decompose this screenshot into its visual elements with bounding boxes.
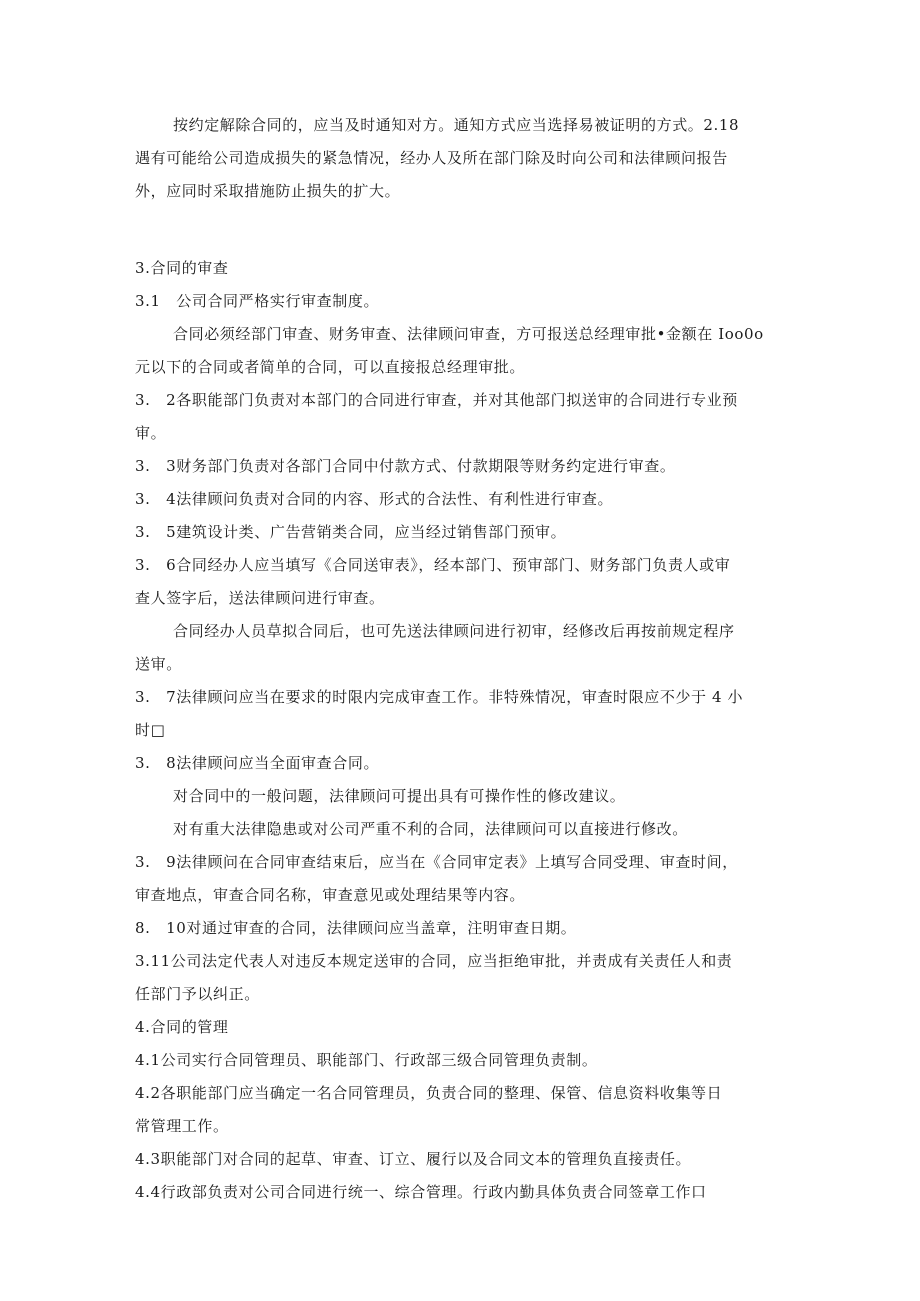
paragraph-line: 按约定解除合同的，应当及时通知对方。通知方式应当选择易被证明的方式。2.18	[173, 116, 740, 134]
clause-3-9: 3. 9法律顾问在合同审查结束后，应当在《合同审定表》上填写合同受理、审查时间，	[135, 853, 738, 871]
clause-4-2-cont: 常管理工作。	[135, 1117, 229, 1135]
clause-3-6-cont: 查人签字后，送法律顾问进行审查。	[135, 589, 385, 607]
paragraph-line: 对合同中的一般问题，法律顾问可提出具有可操作性的修改建议。	[173, 787, 626, 805]
clause-3-2: 3. 2各职能部门负责对本部门的合同进行审查，并对其他部门拟送审的合同进行专业预	[135, 391, 738, 409]
section-gap	[135, 208, 795, 252]
clause-3-9-cont: 审查地点，审查合同名称，审查意见或处理结果等内容。	[135, 886, 526, 904]
clause-3-2-cont: 审。	[135, 424, 167, 442]
clause-3-5: 3. 5建筑设计类、广告营销类合同，应当经过销售部门预审。	[135, 523, 567, 541]
paragraph-line: 元以下的合同或者简单的合同，可以直接报总经理审批。	[135, 358, 526, 376]
paragraph-line: 外，应同时采取措施防止损失的扩大。	[135, 182, 401, 200]
clause-3-11: 3.11公司法定代表人对违反本规定送审的合同，应当拒绝审批，并责成有关责任人和责	[135, 952, 733, 970]
clause-3-4: 3. 4法律顾问负责对合同的内容、形式的合法性、有利性进行审查。	[135, 490, 614, 508]
clause-3-8: 3. 8法律顾问应当全面审查合同。	[135, 754, 380, 772]
clause-3-1: 3.1 公司合同严格实行审查制度。	[135, 292, 380, 310]
clause-4-4: 4.4行政部负责对公司合同进行统一、综合管理。行政内勤具体负责合同签章工作口	[135, 1183, 707, 1201]
paragraph-line: 遇有可能给公司造成损失的紧急情况，经办人及所在部门除及时向公司和法律顾问报告	[135, 149, 728, 167]
clause-4-3: 4.3职能部门对合同的起草、审查、订立、履行以及合同文本的管理负直接责任。	[135, 1150, 692, 1168]
paragraph-line: 对有重大法律隐患或对公司严重不利的合同，法律顾问可以直接进行修改。	[173, 820, 688, 838]
section-heading-3: 3.合同的审查	[135, 259, 229, 277]
clause-4-2: 4.2各职能部门应当确定一名合同管理员，负责合同的整理、保管、信息资料收集等日	[135, 1084, 723, 1102]
paragraph-line: 合同必须经部门审查、财务审查、法律顾问审查，方可报送总经理审批•金额在 Ioo0o	[173, 325, 764, 343]
paragraph-line: 送审。	[135, 655, 182, 673]
clause-3-7: 3. 7法律顾问应当在要求的时限内完成审查工作。非特殊情况，审查时限应不少于 4 小	[135, 688, 744, 706]
clause-3-11-cont: 任部门予以纠正。	[135, 985, 260, 1003]
clause-3-10: 8. 10对通过审查的合同，法律顾问应当盖章，注明审查日期。	[135, 919, 577, 937]
document-body	[135, 109, 795, 1209]
section-heading-4: 4.合同的管理	[135, 1018, 229, 1036]
clause-3-6: 3. 6合同经办人应当填写《合同送审表》，经本部门、预审部门、财务部门负责人或审	[135, 556, 731, 574]
clause-3-3: 3. 3财务部门负责对各部门合同中付款方式、付款期限等财务约定进行审查。	[135, 457, 676, 475]
clause-4-1: 4.1公司实行合同管理员、职能部门、行政部三级合同管理负责制。	[135, 1051, 598, 1069]
paragraph-line: 合同经办人员草拟合同后，也可先送法律顾问进行初审，经修改后再按前规定程序	[173, 622, 735, 640]
clause-3-7-cont: 时□	[135, 721, 166, 739]
